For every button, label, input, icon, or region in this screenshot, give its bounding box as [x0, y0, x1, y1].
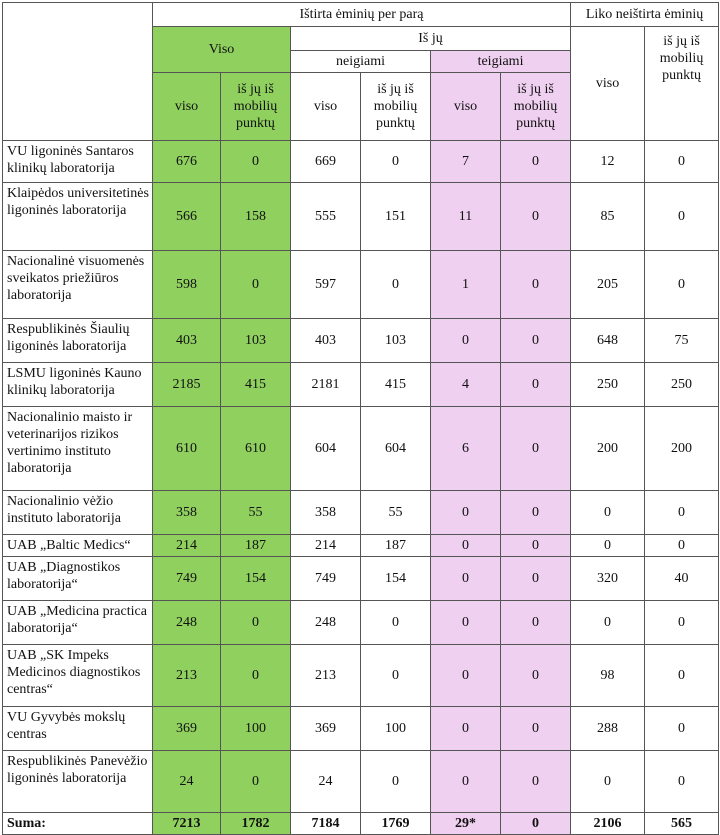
positive-mobile-cell: 0 [501, 251, 571, 319]
table-row [3, 751, 719, 813]
positive-all-header: viso [431, 73, 501, 141]
negative-mobile-cell: 55 [361, 491, 431, 535]
remaining-cell: 98 [571, 645, 645, 707]
total-cell: 610 [153, 407, 221, 491]
total-mobile-cell: 0 [221, 751, 291, 813]
table-row [3, 183, 719, 251]
remaining-mobile-cell: 0 [645, 141, 719, 183]
corner-cell [3, 3, 153, 141]
lab-name: LSMU ligoninės Kauno klinikų laboratorija [3, 363, 153, 407]
positive-cell: 0 [431, 707, 501, 751]
remaining-mobile-cell: 40 [645, 557, 719, 601]
lab-name: Klaipėdos universitetinės ligoninės laboratorija [3, 183, 153, 251]
remaining-mobile-cell: 0 [645, 751, 719, 813]
positive-cell: 0 [431, 557, 501, 601]
negative-mobile-cell: 187 [361, 535, 431, 557]
positive-mobile-cell: 0 [501, 363, 571, 407]
negative-mobile-cell: 100 [361, 707, 431, 751]
negative-header: neigiami [291, 51, 431, 73]
total-mobile-cell: 1782 [221, 813, 291, 835]
remaining-cell: 288 [571, 707, 645, 751]
negative-mobile-cell: 0 [361, 751, 431, 813]
positive-cell: 0 [431, 319, 501, 363]
total-mobile-header: iš jų iš mobilių punktų [221, 73, 291, 141]
positive-cell: 11 [431, 183, 501, 251]
remaining-cell: 205 [571, 251, 645, 319]
positive-mobile-cell: 0 [501, 491, 571, 535]
negative-cell: 749 [291, 557, 361, 601]
remaining-mobile-cell: 0 [645, 251, 719, 319]
lab-name: Nacionalinio vėžio instituto laboratorija [3, 491, 153, 535]
negative-mobile-cell: 0 [361, 141, 431, 183]
lab-name: Respublikinės Panevėžio ligoninės laboratorija [3, 751, 153, 813]
lab-name: UAB „Medicina practica laboratorija“ [3, 601, 153, 645]
negative-cell: 24 [291, 751, 361, 813]
total-mobile-cell: 158 [221, 183, 291, 251]
total-cell: 2185 [153, 363, 221, 407]
remaining-mobile-cell: 0 [645, 183, 719, 251]
total-cell: 7213 [153, 813, 221, 835]
remaining-mobile-cell: 0 [645, 645, 719, 707]
positive-mobile-cell: 0 [501, 407, 571, 491]
total-header: Viso [153, 27, 291, 73]
positive-mobile-cell: 0 [501, 601, 571, 645]
remaining-mobile-header: iš jų iš mobilių punktų [645, 27, 719, 141]
negative-mobile-cell: 415 [361, 363, 431, 407]
remaining-cell: 85 [571, 183, 645, 251]
remaining-mobile-cell: 75 [645, 319, 719, 363]
positive-cell: 0 [431, 535, 501, 557]
positive-cell: 0 [431, 491, 501, 535]
remaining-mobile-cell: 0 [645, 491, 719, 535]
remaining-mobile-cell: 0 [645, 535, 719, 557]
total-cell: 214 [153, 535, 221, 557]
negative-mobile-cell: 0 [361, 645, 431, 707]
positive-mobile-cell: 0 [501, 557, 571, 601]
negative-cell: 214 [291, 535, 361, 557]
remaining-cell: 2106 [571, 813, 645, 835]
total-cell: 248 [153, 601, 221, 645]
total-cell: 598 [153, 251, 221, 319]
positive-mobile-cell: 0 [501, 319, 571, 363]
remaining-cell: 0 [571, 751, 645, 813]
remaining-cell: 12 [571, 141, 645, 183]
remaining-mobile-cell: 0 [645, 601, 719, 645]
table-row [3, 645, 719, 707]
negative-cell: 555 [291, 183, 361, 251]
table-row [3, 535, 719, 557]
positive-mobile-cell: 0 [501, 707, 571, 751]
negative-mobile-cell: 154 [361, 557, 431, 601]
table-row [3, 557, 719, 601]
total-mobile-cell: 0 [221, 601, 291, 645]
negative-cell: 358 [291, 491, 361, 535]
total-mobile-cell: 187 [221, 535, 291, 557]
positive-mobile-cell: 0 [501, 183, 571, 251]
table-row [3, 319, 719, 363]
table-row [3, 407, 719, 491]
positive-mobile-cell: 0 [501, 751, 571, 813]
negative-mobile-cell: 604 [361, 407, 431, 491]
remaining-cell: 0 [571, 535, 645, 557]
tested-per-day-header: Ištirta ėminių per parą [153, 3, 571, 27]
negative-mobile-header: iš jų iš mobilių punktų [361, 73, 431, 141]
remaining-mobile-cell: 250 [645, 363, 719, 407]
negative-cell: 7184 [291, 813, 361, 835]
positive-cell: 0 [431, 751, 501, 813]
remaining-mobile-cell: 200 [645, 407, 719, 491]
positive-header: teigiami [431, 51, 571, 73]
negative-mobile-cell: 0 [361, 601, 431, 645]
negative-mobile-cell: 0 [361, 251, 431, 319]
negative-all-header: viso [291, 73, 361, 141]
positive-mobile-cell: 0 [501, 813, 571, 835]
negative-cell: 604 [291, 407, 361, 491]
lab-name: UAB „Baltic Medics“ [3, 535, 153, 557]
negative-cell: 597 [291, 251, 361, 319]
sum-label: Suma: [3, 813, 153, 835]
table-row [3, 601, 719, 645]
total-cell: 213 [153, 645, 221, 707]
remaining-untested-header: Liko neištirta ėminių [571, 3, 719, 27]
total-mobile-cell: 103 [221, 319, 291, 363]
total-cell: 749 [153, 557, 221, 601]
table-row [3, 363, 719, 407]
remaining-mobile-cell: 0 [645, 707, 719, 751]
negative-mobile-cell: 1769 [361, 813, 431, 835]
negative-mobile-cell: 151 [361, 183, 431, 251]
total-cell: 358 [153, 491, 221, 535]
negative-cell: 2181 [291, 363, 361, 407]
total-mobile-cell: 610 [221, 407, 291, 491]
positive-mobile-header: iš jų iš mobilių punktų [501, 73, 571, 141]
lab-name: UAB „Diagnostikos laboratorija“ [3, 557, 153, 601]
negative-mobile-cell: 103 [361, 319, 431, 363]
positive-mobile-cell: 0 [501, 645, 571, 707]
negative-cell: 248 [291, 601, 361, 645]
total-cell: 676 [153, 141, 221, 183]
lab-test-table [2, 2, 719, 835]
table-row [3, 141, 719, 183]
remaining-cell: 200 [571, 407, 645, 491]
total-mobile-cell: 0 [221, 251, 291, 319]
remaining-cell: 320 [571, 557, 645, 601]
table-row [3, 251, 719, 319]
remaining-cell: 250 [571, 363, 645, 407]
positive-cell: 4 [431, 363, 501, 407]
total-cell: 566 [153, 183, 221, 251]
total-mobile-cell: 55 [221, 491, 291, 535]
lab-name: Nacionalinio maisto ir veterinarijos rizikos vertinimo instituto laboratorija [3, 407, 153, 491]
total-mobile-cell: 154 [221, 557, 291, 601]
lab-name: VU Gyvybės mokslų centras [3, 707, 153, 751]
positive-cell: 0 [431, 601, 501, 645]
total-mobile-cell: 100 [221, 707, 291, 751]
negative-cell: 369 [291, 707, 361, 751]
total-mobile-cell: 415 [221, 363, 291, 407]
remaining-cell: 0 [571, 491, 645, 535]
total-cell: 369 [153, 707, 221, 751]
total-all-header: viso [153, 73, 221, 141]
negative-cell: 403 [291, 319, 361, 363]
lab-name: Nacionalinė visuomenės sveikatos priežiūros laboratorija [3, 251, 153, 319]
total-cell: 24 [153, 751, 221, 813]
negative-cell: 213 [291, 645, 361, 707]
remaining-all-header: viso [571, 27, 645, 141]
table-row [3, 491, 719, 535]
of-which-header: Iš jų [291, 27, 571, 51]
positive-cell: 1 [431, 251, 501, 319]
total-cell: 403 [153, 319, 221, 363]
lab-name: UAB „SK Impeks Medicinos diagnostikos centras“ [3, 645, 153, 707]
remaining-mobile-cell: 565 [645, 813, 719, 835]
sum-row [3, 813, 719, 835]
positive-cell: 29* [431, 813, 501, 835]
table-row [3, 707, 719, 751]
positive-cell: 0 [431, 645, 501, 707]
positive-cell: 6 [431, 407, 501, 491]
positive-cell: 7 [431, 141, 501, 183]
remaining-cell: 0 [571, 601, 645, 645]
remaining-cell: 648 [571, 319, 645, 363]
positive-mobile-cell: 0 [501, 141, 571, 183]
negative-cell: 669 [291, 141, 361, 183]
total-mobile-cell: 0 [221, 645, 291, 707]
total-mobile-cell: 0 [221, 141, 291, 183]
lab-name: Respublikinės Šiaulių ligoninės laboratorija [3, 319, 153, 363]
lab-name: VU ligoninės Santaros klinikų laboratorija [3, 141, 153, 183]
positive-mobile-cell: 0 [501, 535, 571, 557]
